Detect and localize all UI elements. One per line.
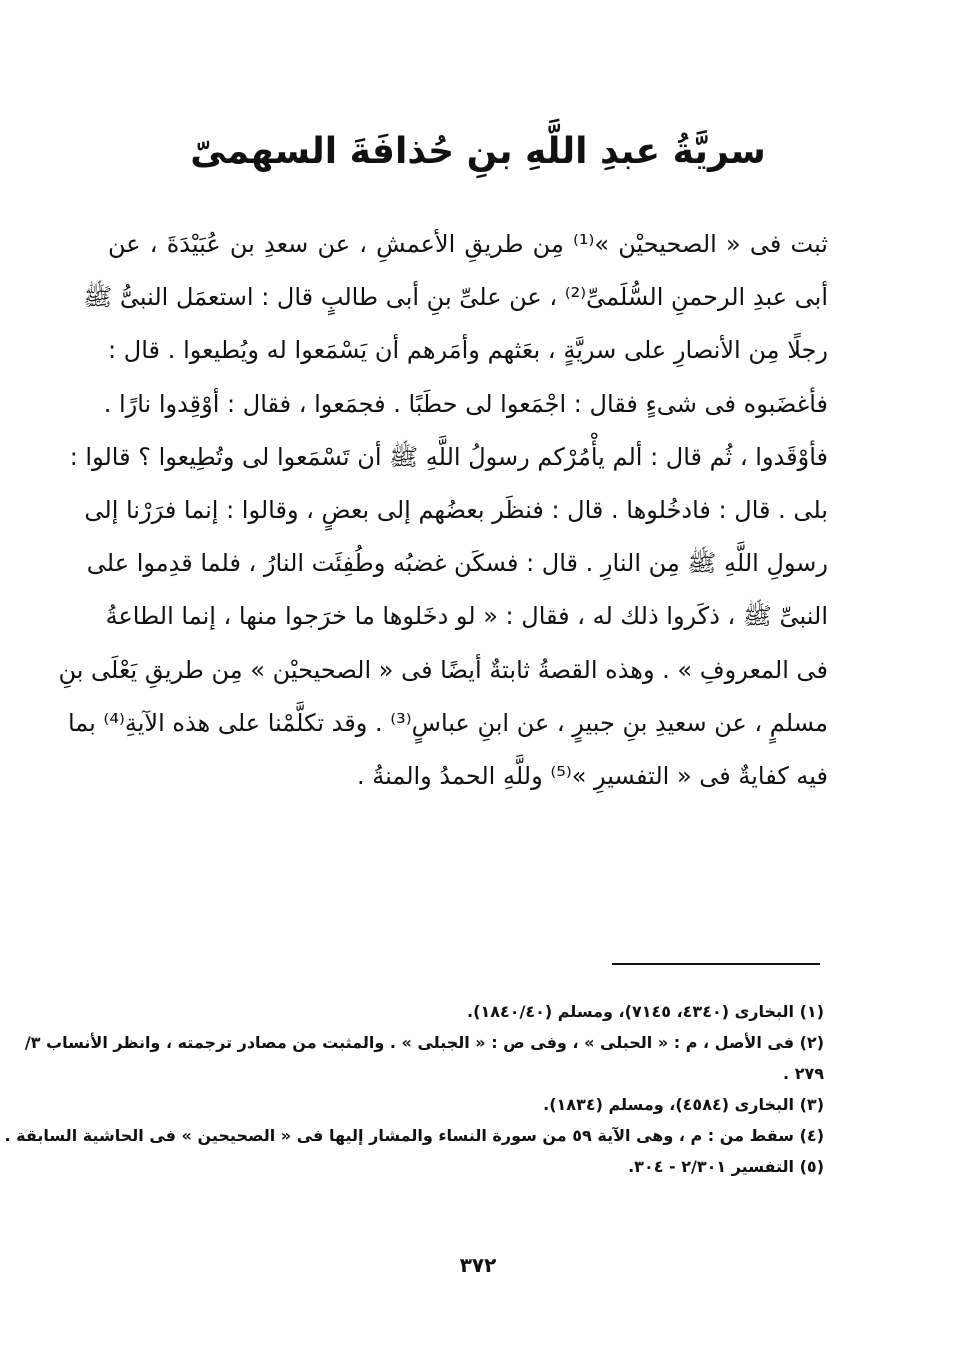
main-text [58,218,828,803]
footnote: (٣) البخارى (٤٥٨٤)، ومسلم (١٨٣٤). [543,1095,824,1114]
text-line: مسلمٍ ، عن سعيدِ بنِ جبيرٍ ، عن ابنِ عباسٍ⁽³⁾ . وقد تكلَّمْنا على هذه الآيةِ⁽⁴⁾ بما [67,708,828,737]
text-line: فأوْقَدوا ، ثُم قال : ألم يأْمُرْكم رسولُ اللَّهِ ﷺ أن تَسْمَعوا لى وتُطِيعوا ؟ قالوا : [69,442,828,471]
text-line: فيه كفايةٌ فى « التفسيرِ »⁽⁵⁾ وللَّهِ الحمدُ والمنةُ . [356,761,828,790]
text-line: رسولِ اللَّهِ ﷺ مِن النارِ . قال : فسكَن غضبُه وطُفِئَت النارُ ، فلما قدِموا على [86,549,828,578]
footnote: (٥) التفسير ٢/٣٠١ - ٣٠٤. [628,1157,824,1176]
text-line: فأغضَبوه فى شىءٍ فقال : اجْمَعوا لى حطَبًا . فجمَعوا ، فقال : أوْقِدوا نارًا . [103,389,828,418]
page-number: ٣٧٢ [459,1253,497,1277]
footnote: (١) البخارى (٤٣٤٠، ٧١٤٥)، ومسلم (١٨٤٠/٤٠). [467,1002,824,1021]
footnote-continuation: ٢٧٩ . [783,1064,824,1083]
footnotes [4,996,824,1182]
text-line: فى المعروفِ » . وهذه القصةُ ثابتةٌ أيضًا فى « الصحيحيْن » مِن طريقِ يَعْلَى بنِ [58,655,828,684]
text-line: رجلًا مِن الأنصارِ على سريَّةٍ ، بعَثهم وأمَرهم أن يَسْمَعوا له ويُطيعوا . قال : [108,336,828,365]
footnote: (٤) سقط من : م ، وهى الآية ٥٩ من سورة النساء والمشار إليها فى « الصحيحين » فى الحاشية السابقة . [4,1126,824,1145]
footnote-separator [612,963,820,965]
footnote: (٢) فى الأصل ، م : « الحبلى » ، وفى ص : « الجبلى » . والمثبت من مصادر ترجمته ، وانظر الأنساب ٣/ [24,1033,824,1052]
text-line: أبى عبدِ الرحمنِ السُّلَمىِّ⁽²⁾ ، عن علىِّ بنِ أبى طالبٍ قال : استعمَل النبىُّ ﷺ [83,283,828,312]
text-line: بلى . قال : فادخُلوها . قال : فنظَر بعضُهم إلى بعضٍ ، وقالوا : إنما فرَرْنا إلى [84,495,828,524]
text-line: النبىِّ ﷺ ، ذكَروا ذلك له ، فقال : « لو دخَلوها ما خرَجوا منها ، إنما الطاعةُ [105,602,828,631]
page-title: سريَّةُ عبدِ اللَّهِ بنِ حُذافَةَ السهمىّ [190,131,766,172]
text-line: ثبت فى « الصحيحيْن »⁽¹⁾ مِن طريقِ الأعمشِ ، عن سعدِ بن عُبَيْدَةَ ، عن [108,230,828,258]
